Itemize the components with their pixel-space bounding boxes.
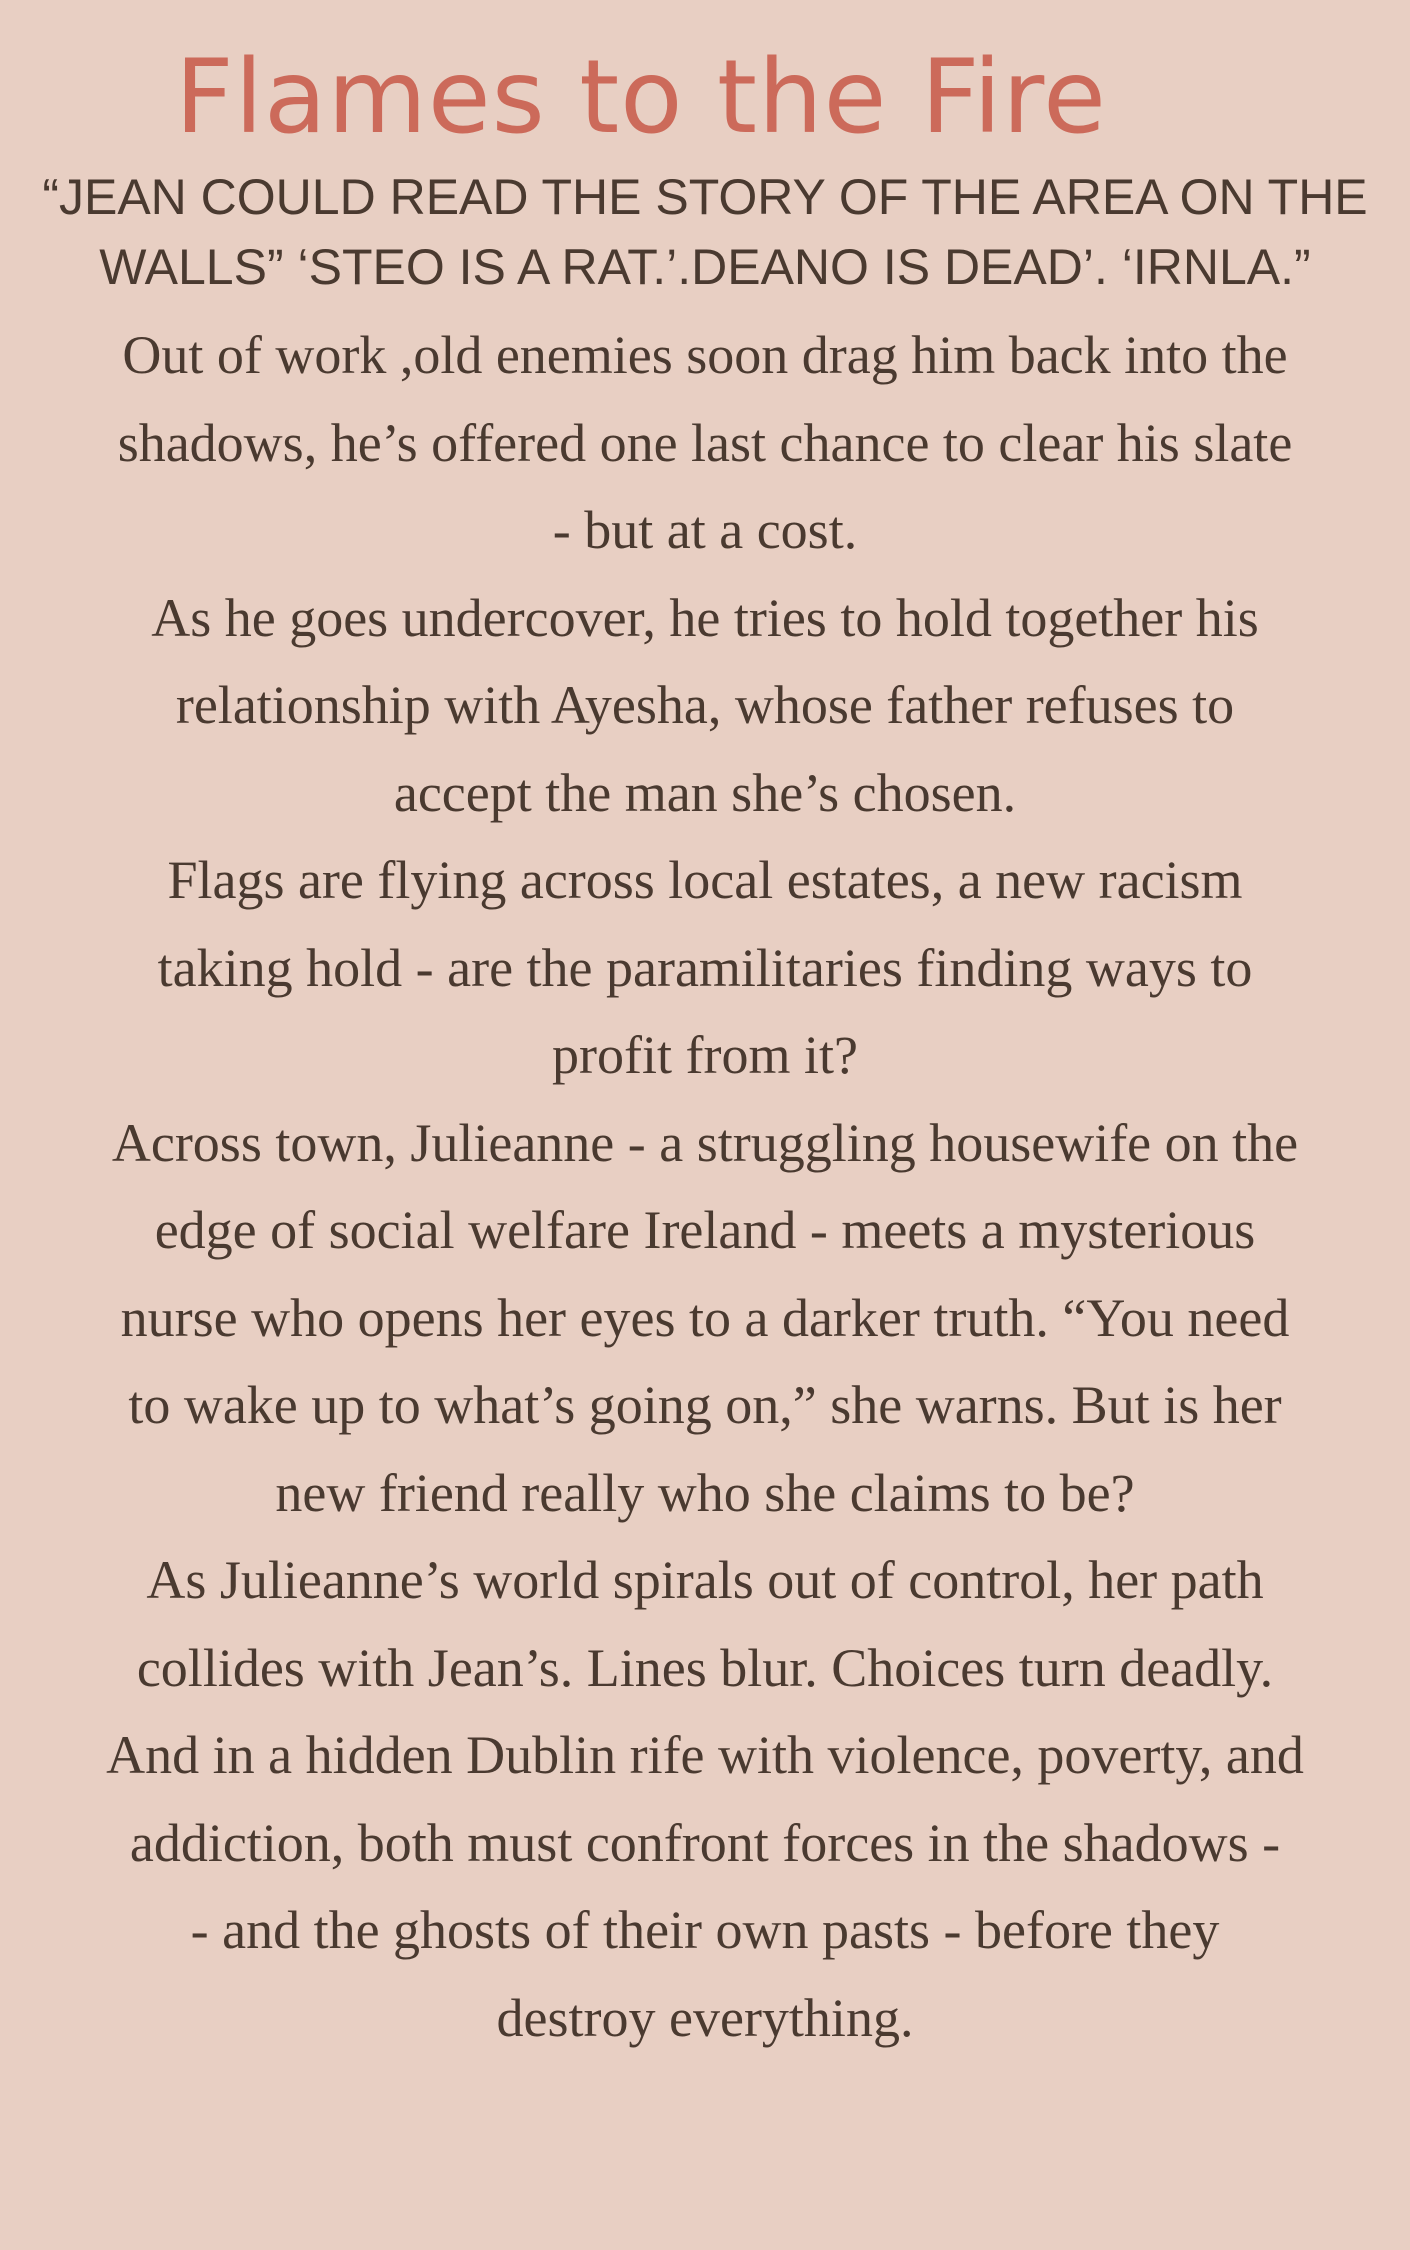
synopsis-line: profit from it? [552,1025,858,1085]
synopsis-line: - and the ghosts of their own pasts - before they [190,1900,1220,1960]
synopsis-line: Flags are flying across local estates, a new racism [167,850,1243,910]
synopsis-paragraph [0,575,1410,838]
synopsis-line: Out of work ,old enemies soon drag him back into the [122,325,1288,385]
tagline-quote [0,162,1410,302]
synopsis-line: edge of social welfare Ireland - meets a mysterious [154,1200,1256,1260]
synopsis-line: relationship with Ayesha, whose father refuses to [175,675,1235,735]
synopsis-line: As he goes undercover, he tries to hold together his [151,587,1259,648]
synopsis-paragraph [0,1712,1410,2062]
synopsis-line: accept the man she’s chosen. [393,762,1017,823]
synopsis-paragraph [0,1100,1410,1538]
tagline-line: “JEAN COULD READ THE STORY OF THE AREA ON THE [42,169,1368,225]
synopsis-line: As Julieanne’s world spirals out of control, her path [146,1550,1264,1610]
synopsis-line: taking hold - are the paramilitaries finding ways to [157,937,1253,998]
synopsis-paragraph [0,1537,1410,1712]
synopsis-line: addiction, both must confront forces in the shadows - [129,1812,1281,1873]
synopsis-line: And in a hidden Dublin rife with violence, poverty, and [106,1725,1304,1785]
synopsis-line: - but at a cost. [552,500,858,560]
synopsis-line: new friend really who she claims to be? [275,1462,1135,1523]
synopsis-line: shadows, he’s offered one last chance to clear his slate [117,412,1293,473]
synopsis-line: nurse who opens her eyes to a darker truth. “You need [120,1287,1290,1348]
tagline-line: WALLS” ‘STEO IS A RAT.’.DEANO IS DEAD’. ‘IRNLA.” [99,239,1311,295]
book-title: Flames to the Fire [175,38,1107,157]
synopsis-line: Across town, Julieanne - a struggling housewife on the [111,1112,1299,1173]
synopsis-paragraph [0,837,1410,1100]
synopsis-line: collides with Jean’s. Lines blur. Choices turn deadly. [136,1637,1274,1698]
synopsis-line: to wake up to what’s going on,” she warns. But is her [128,1375,1282,1435]
synopsis [0,312,1410,2062]
synopsis-paragraph [0,312,1410,575]
synopsis-line: destroy everything. [496,1987,914,2048]
